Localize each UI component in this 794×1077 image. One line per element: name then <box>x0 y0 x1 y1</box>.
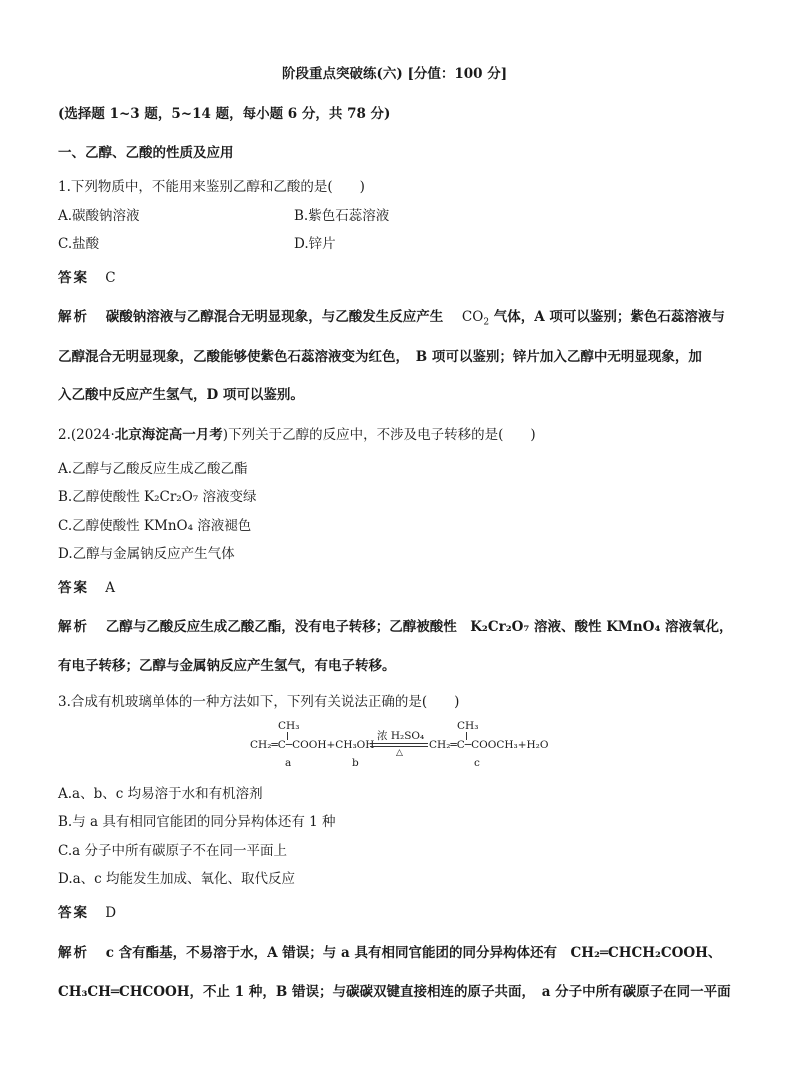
eq-label-b: b <box>352 757 359 769</box>
analysis-text-cont: 气体，A 项可以鉴别；紫色石蕊溶液与 <box>493 309 725 325</box>
answer-label: 答案 <box>58 580 89 596</box>
answer-label: 答案 <box>58 905 89 921</box>
co2-formula: $CO_2$ <box>461 309 490 328</box>
question-3-option-b: B.与 a 具有相同官能团的同分异构体还有 1 种 <box>58 814 336 830</box>
question-source: 北京海淀高一月考 <box>114 427 223 443</box>
question-2-analysis-line-1 <box>58 615 733 635</box>
question-1-option-d: D.锌片 <box>294 236 336 252</box>
question-3-option-c: C.a 分子中所有碳原子不在同一平面上 <box>58 843 287 859</box>
analysis-text: 碳酸钠溶液与乙醇混合无明显现象，与乙酸发生反应产生 <box>105 309 444 325</box>
question-2-analysis-line-2: 有电子转移；乙醇与金属钠反应产生氢气，有电子转移。 <box>58 658 396 674</box>
question-2-option-c: C.乙醇使酸性 KMnO₄ 溶液褪色 <box>58 518 252 534</box>
eq-label-a: a <box>285 757 292 769</box>
answer-value: C <box>105 270 116 286</box>
analysis-text: 乙醇与乙酸反应生成乙酸乙酯，没有电子转移；乙醇被酸性 K₂Cr₂O₇ 溶液、酸性 KMnO₄ 溶液氧化， <box>105 619 733 635</box>
answer-label: 答案 <box>58 270 89 286</box>
question-3-option-a: A.a、b、c 均易溶于水和有机溶剂 <box>58 786 263 802</box>
question-2-stem: 2.(2024·北京海淀高一月考)下列关于乙醇的反应中，不涉及电子转移的是( ) <box>58 427 536 443</box>
question-1-option-c: C.盐酸 <box>58 236 100 252</box>
question-3-analysis-line-1 <box>58 941 721 961</box>
analysis-label: 解析 <box>58 945 89 961</box>
question-3-analysis-line-2: CH₃CH═CHCOOH，不止 1 种，B 错误；与碳碳双键直接相连的原子共面， a 分子中所有碳原子在同一平面 <box>58 984 731 1000</box>
question-3-stem: 3.合成有机玻璃单体的一种方法如下，下列有关说法正确的是( ) <box>58 694 460 710</box>
question-2-option-b: B.乙醇使酸性 K₂Cr₂O₇ 溶液变绿 <box>58 489 257 505</box>
eq-ch3-right: CH₃ <box>457 720 479 732</box>
question-1-analysis-line-1 <box>58 305 725 328</box>
eq-ch3-left: CH₃ <box>278 720 300 732</box>
question-3-answer <box>58 901 116 921</box>
analysis-label: 解析 <box>58 619 89 635</box>
eq-left-side: CH₂═C─COOH+CH₃OH <box>250 739 375 751</box>
intro-note: (选择题 1~3 题，5~14 题，每小题 6 分，共 78 分) <box>58 106 391 122</box>
question-2-option-a: A.乙醇与乙酸反应生成乙酸乙酯 <box>58 461 248 477</box>
section-heading: 一、乙醇、乙酸的性质及应用 <box>58 145 234 161</box>
eq-condition-bottom: △ <box>396 748 403 758</box>
question-3-option-d: D.a、c 均能发生加成、氧化、取代反应 <box>58 871 296 887</box>
question-1-analysis-line-3: 入乙酸中反应产生氢气，D 项可以鉴别。 <box>58 387 304 403</box>
eq-right-side: CH₂═C─COOCH₃+H₂O <box>429 739 549 751</box>
question-1-option-a: A.碳酸钠溶液 <box>58 208 140 224</box>
answer-value: D <box>105 905 117 921</box>
question-1-stem: 1.下列物质中，不能用来鉴别乙醇和乙酸的是( ) <box>58 179 365 195</box>
answer-value: A <box>105 580 116 596</box>
eq-condition-top: 浓 H₂SO₄ <box>377 730 425 742</box>
analysis-label: 解析 <box>58 309 89 325</box>
question-2-answer <box>58 576 115 596</box>
page-title: 阶段重点突破练(六) [分值：100 分] <box>282 66 508 82</box>
question-1-answer <box>58 266 116 286</box>
analysis-text: c 含有酯基，不易溶于水，A 错误；与 a 具有相同官能团的同分异构体还有 CH₂═CHCH₂COOH、 <box>105 945 722 961</box>
question-1-option-b: B.紫色石蕊溶液 <box>294 208 390 224</box>
eq-arrow <box>370 743 428 747</box>
question-1-analysis-line-2: 乙醇混合无明显现象，乙酸能够使紫色石蕊溶液变为红色， B 项可以鉴别；锌片加入乙醇中无明显现象，加 <box>58 349 702 365</box>
eq-label-c: c <box>474 757 480 769</box>
question-2-option-d: D.乙醇与金属钠反应产生气体 <box>58 546 235 562</box>
